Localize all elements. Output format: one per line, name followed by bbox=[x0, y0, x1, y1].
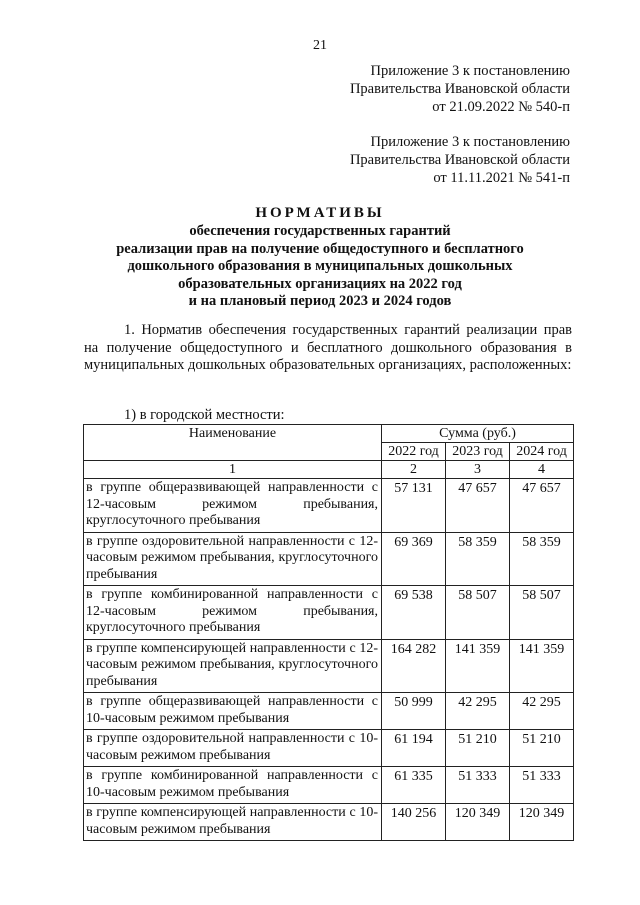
row-value-2023: 120 349 bbox=[446, 804, 510, 841]
column-number-4: 4 bbox=[510, 461, 574, 479]
row-value-2024: 141 359 bbox=[510, 639, 574, 693]
row-name: в группе общеразвивающей направленности с 10-часовым режимом пребывания bbox=[84, 693, 382, 730]
table-row bbox=[84, 693, 574, 730]
table-row bbox=[84, 586, 574, 640]
table-row bbox=[84, 532, 574, 586]
row-value-2023: 141 359 bbox=[446, 639, 510, 693]
row-value-2023: 42 295 bbox=[446, 693, 510, 730]
appendix-block-1 bbox=[350, 62, 570, 116]
title-subtitle-line-5: и на плановый период 2023 и 2024 годов bbox=[188, 293, 452, 309]
row-value-2022: 61 335 bbox=[382, 767, 446, 804]
row-value-2022: 57 131 bbox=[382, 479, 446, 533]
row-value-2024: 58 359 bbox=[510, 532, 574, 586]
row-value-2023: 58 507 bbox=[446, 586, 510, 640]
table-row bbox=[84, 767, 574, 804]
subheading-urban: 1) в городской местности: bbox=[124, 407, 285, 423]
table-row bbox=[84, 639, 574, 693]
table-header-row bbox=[84, 425, 574, 443]
header-name: Наименование bbox=[84, 425, 382, 461]
table-column-numbers-row bbox=[84, 461, 574, 479]
paragraph-1: 1. Норматив обеспечения государственных гарантий реализации прав на получение общедоступного и бесплатного дошкольного образования в муниципальных дошкольных образовательных организациях, расположенных: bbox=[84, 322, 572, 373]
appendix-2-line-1: Приложение 3 к постановлению bbox=[370, 134, 570, 150]
appendix-1-line-1: Приложение 3 к постановлению bbox=[370, 63, 570, 79]
column-number-3: 3 bbox=[446, 461, 510, 479]
row-value-2022: 69 538 bbox=[382, 586, 446, 640]
title-subtitle-line-4: образовательных организациях на 2022 год bbox=[178, 275, 462, 292]
document-title bbox=[0, 203, 640, 311]
appendix-block-2 bbox=[350, 133, 570, 187]
title-subtitle-line-2: реализации прав на получение общедоступного и бесплатного bbox=[116, 240, 524, 257]
row-value-2022: 164 282 bbox=[382, 639, 446, 693]
row-value-2022: 61 194 bbox=[382, 730, 446, 767]
table-row bbox=[84, 479, 574, 533]
title-main: НОРМАТИВЫ bbox=[255, 205, 385, 221]
row-value-2024: 120 349 bbox=[510, 804, 574, 841]
title-subtitle-line-1: обеспечения государственных гарантий bbox=[189, 223, 451, 239]
row-value-2024: 58 507 bbox=[510, 586, 574, 640]
row-value-2024: 47 657 bbox=[510, 479, 574, 533]
row-name: в группе комбинированной направленности с 10-часовым режимом пребывания bbox=[84, 767, 382, 804]
row-name: в группе компенсирующей направленности с 10-часовым режимом пребывания bbox=[84, 804, 382, 841]
table-row bbox=[84, 804, 574, 841]
row-value-2024: 42 295 bbox=[510, 693, 574, 730]
header-year-2024: 2024 год bbox=[510, 443, 574, 461]
row-value-2023: 51 333 bbox=[446, 767, 510, 804]
row-value-2023: 58 359 bbox=[446, 532, 510, 586]
row-value-2022: 140 256 bbox=[382, 804, 446, 841]
row-name: в группе комбинированной направленности с 12-часовым режимом пребывания, круглосуточного пребывания bbox=[84, 586, 382, 640]
row-name: в группе оздоровительной направленности с 12-часовым режимом пребывания, круглосуточного пребывания bbox=[84, 532, 382, 586]
row-name: в группе оздоровительной направленности с 10-часовым режимом пребывания bbox=[84, 730, 382, 767]
header-sum: Сумма (руб.) bbox=[382, 425, 574, 443]
row-value-2024: 51 333 bbox=[510, 767, 574, 804]
appendix-1-line-3: от 21.09.2022 № 540-п bbox=[432, 99, 570, 115]
appendix-2-line-3: от 11.11.2021 № 541-п bbox=[433, 170, 570, 186]
row-value-2024: 51 210 bbox=[510, 730, 574, 767]
table-row bbox=[84, 730, 574, 767]
row-name: в группе общеразвивающей направленности с 12-часовым режимом пребывания, круглосуточного пребывания bbox=[84, 479, 382, 533]
row-name: в группе компенсирующей направленности с 12-часовым режимом пребывания, круглосуточного пребывания bbox=[84, 639, 382, 693]
appendix-2-line-2: Правительства Ивановской области bbox=[349, 152, 570, 168]
column-number-1: 1 bbox=[84, 461, 382, 479]
header-year-2022: 2022 год bbox=[382, 443, 446, 461]
appendix-1-line-2: Правительства Ивановской области bbox=[349, 81, 570, 97]
norms-table bbox=[83, 424, 574, 841]
row-value-2023: 47 657 bbox=[446, 479, 510, 533]
row-value-2023: 51 210 bbox=[446, 730, 510, 767]
row-value-2022: 50 999 bbox=[382, 693, 446, 730]
page-number: 21 bbox=[313, 38, 327, 53]
title-subtitle-line-3: дошкольного образования в муниципальных дошкольных bbox=[127, 258, 513, 274]
column-number-2: 2 bbox=[382, 461, 446, 479]
header-year-2023: 2023 год bbox=[446, 443, 510, 461]
row-value-2022: 69 369 bbox=[382, 532, 446, 586]
